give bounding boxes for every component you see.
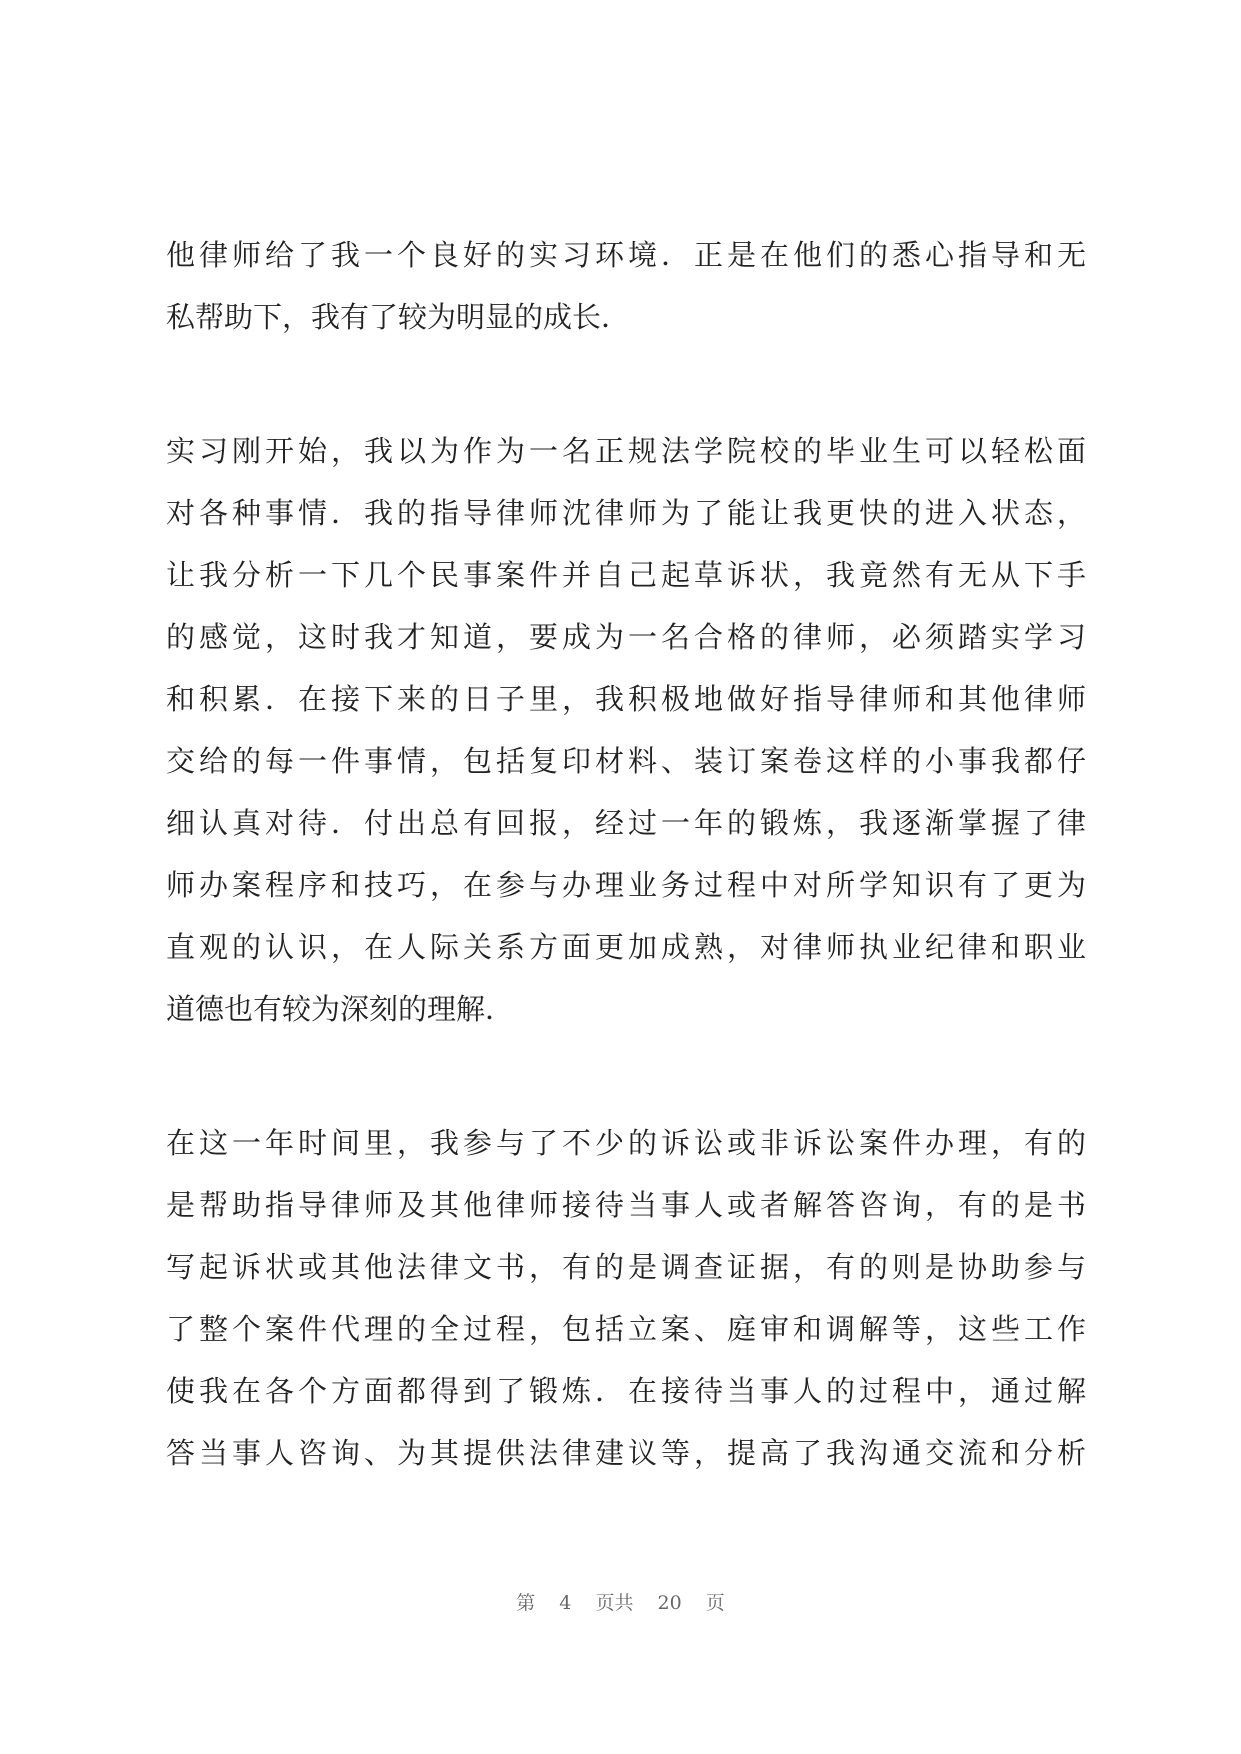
paragraph-gap (166, 1040, 1086, 1112)
text-line: 在这一年时间里，我参与了不少的诉讼或非诉讼案件办理，有的 (166, 1126, 1086, 1160)
text-line: 答当事人咨询、为其提供法律建议等，提高了我沟通交流和分析 (166, 1436, 1086, 1470)
text-line: 让我分析一下几个民事案件并自己起草诉状，我竟然有无从下手 (166, 558, 1086, 592)
text-line: 了整个案件代理的全过程，包括立案、庭审和调解等，这些工作 (166, 1312, 1086, 1346)
text-line: 使我在各个方面都得到了锻炼．在接待当事人的过程中，通过解 (166, 1374, 1086, 1408)
paragraph-2 (166, 420, 1086, 1040)
text-line: 他律师给了我一个良好的实习环境．正是在他们的悉心指导和无 (166, 238, 1086, 272)
text-line: 交给的每一件事情，包括复印材料、装订案卷这样的小事我都仔 (166, 744, 1086, 778)
text-line: 和积累．在接下来的日子里，我积极地做好指导律师和其他律师 (166, 682, 1086, 716)
text-line: 写起诉状或其他法律文书，有的是调查证据，有的则是协助参与 (166, 1250, 1086, 1284)
text-line: 的感觉，这时我才知道，要成为一名合格的律师，必须踏实学习 (166, 620, 1086, 654)
text-line: 直观的认识，在人际关系方面更加成熟，对律师执业纪律和职业 (166, 930, 1086, 964)
footer-suffix: 页 (705, 1592, 725, 1614)
text-line: 师办案程序和技巧，在参与办理业务过程中对所学知识有了更为 (166, 868, 1086, 902)
footer-prefix: 第 (516, 1592, 536, 1614)
text-line: 私帮助下，我有了较为明显的成长． (166, 300, 631, 334)
current-page-number: 4 (559, 1592, 572, 1614)
text-line: 细认真对待．付出总有回报，经过一年的锻炼，我逐渐掌握了律 (166, 806, 1086, 840)
text-line: 对各种事情．我的指导律师沈律师为了能让我更快的进入状态， (166, 496, 1086, 530)
paragraph-gap (166, 348, 1086, 420)
paragraph-1 (166, 224, 1086, 348)
total-page-count: 20 (657, 1592, 682, 1614)
text-line: 实习刚开始，我以为作为一名正规法学院校的毕业生可以轻松面 (166, 434, 1086, 468)
footer-middle: 页共 (595, 1592, 634, 1614)
text-line: 是帮助指导律师及其他律师接待当事人或者解答咨询，有的是书 (166, 1188, 1086, 1222)
document-body (166, 224, 1086, 1484)
paragraph-3 (166, 1112, 1086, 1484)
page-footer (0, 1588, 1241, 1615)
text-line: 道德也有较为深刻的理解． (166, 992, 515, 1026)
